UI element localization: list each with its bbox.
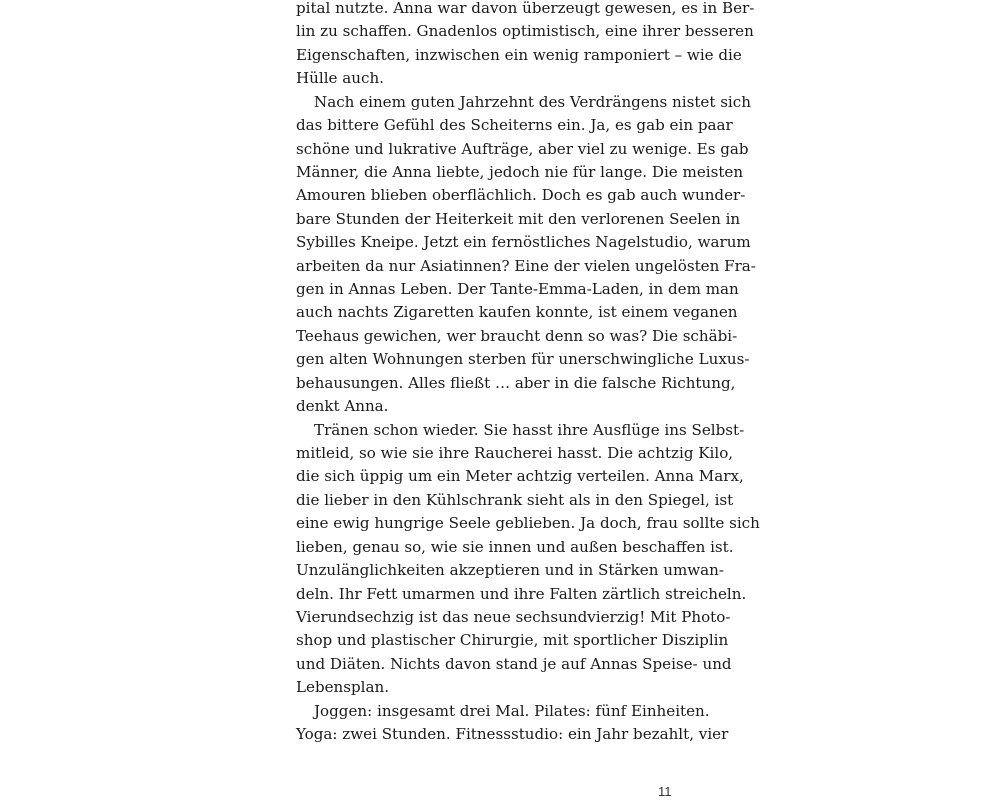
text-line: Teehaus gewichen, wer braucht denn so was? Die schäbi- [296,326,738,345]
text-line: deln. Ihr Fett umarmen und ihre Falten zärtlich streicheln. [296,584,747,603]
text-line: shop und plastischer Chirurgie, mit sportlicher Disziplin [296,631,729,650]
text-line: bare Stunden der Heiterkeit mit den verlorenen Seelen in [296,209,741,228]
text-line: Sybilles Kneipe. Jetzt ein fernöstliches Nagelstudio, warum [296,233,751,252]
text-line: Vierundsechzig ist das neue sechsundvierzig! Mit Photo- [296,607,731,626]
text-line: gen in Annas Leben. Der Tante-Emma-Laden, in dem man [296,280,739,299]
text-line: Männer, die Anna liebte, jedoch nie für lange. Die meisten [296,162,744,181]
text-line: lieben, genau so, wie sie innen und außen beschaffen ist. [296,537,734,556]
text-line: Nach einem guten Jahrzehnt des Verdrängens nistet sich [314,92,751,111]
text-line: lin zu schaffen. Gnadenlos optimistisch, eine ihrer besseren [296,22,754,41]
text-line: denkt Anna. [296,397,389,416]
text-line: behausungen. Alles fließt … aber in die falsche Richtung, [296,373,736,392]
text-line: gen alten Wohnungen sterben für unerschwingliche Luxus- [296,350,750,369]
text-line: Lebensplan. [296,678,390,697]
text-line: mitleid, so wie sie ihre Raucherei hasst. Die achtzig Kilo, [296,444,734,463]
text-line: arbeiten da nur Asiatinnen? Eine der vielen ungelösten Fra- [296,256,756,275]
text-line: Amouren blieben oberflächlich. Doch es gab auch wunder- [296,186,746,205]
text-line: Eigenschaften, inzwischen ein wenig ramponiert – wie die [296,45,742,64]
text-line: Joggen: insgesamt drei Mal. Pilates: fünf Einheiten. [314,701,710,720]
text-line: und Diäten. Nichts davon stand je auf Annas Speise- und [296,654,732,673]
text-line: schöne und lukrative Aufträge, aber viel zu wenige. Es gab [296,139,749,158]
text-line: das bittere Gefühl des Scheiterns ein. Ja, es gab ein paar [296,116,733,135]
text-line: die lieber in den Kühlschrank sieht als in den Spiegel, ist [296,490,734,509]
text-line: eine ewig hungrige Seele geblieben. Ja doch, frau sollte sich [296,514,760,533]
text-line: die sich üppig um ein Meter achtzig verteilen. Anna Marx, [296,467,744,486]
text-line: Yoga: zwei Stunden. Fitnessstudio: ein Jahr bezahlt, vier [296,725,729,744]
text-line: auch nachts Zigaretten kaufen konnte, ist einem veganen [296,303,738,322]
text-line: pital nutzte. Anna war davon überzeugt gewesen, es in Ber- [296,0,755,17]
text-line: Unzulänglichkeiten akzeptieren und in Stärken umwan- [296,561,724,580]
text-line: Hülle auch. [296,69,384,88]
text-line: Tränen schon wieder. Sie hasst ihre Ausflüge ins Selbst- [314,420,745,439]
page-number: 11 [658,784,672,799]
text-column [296,0,760,747]
